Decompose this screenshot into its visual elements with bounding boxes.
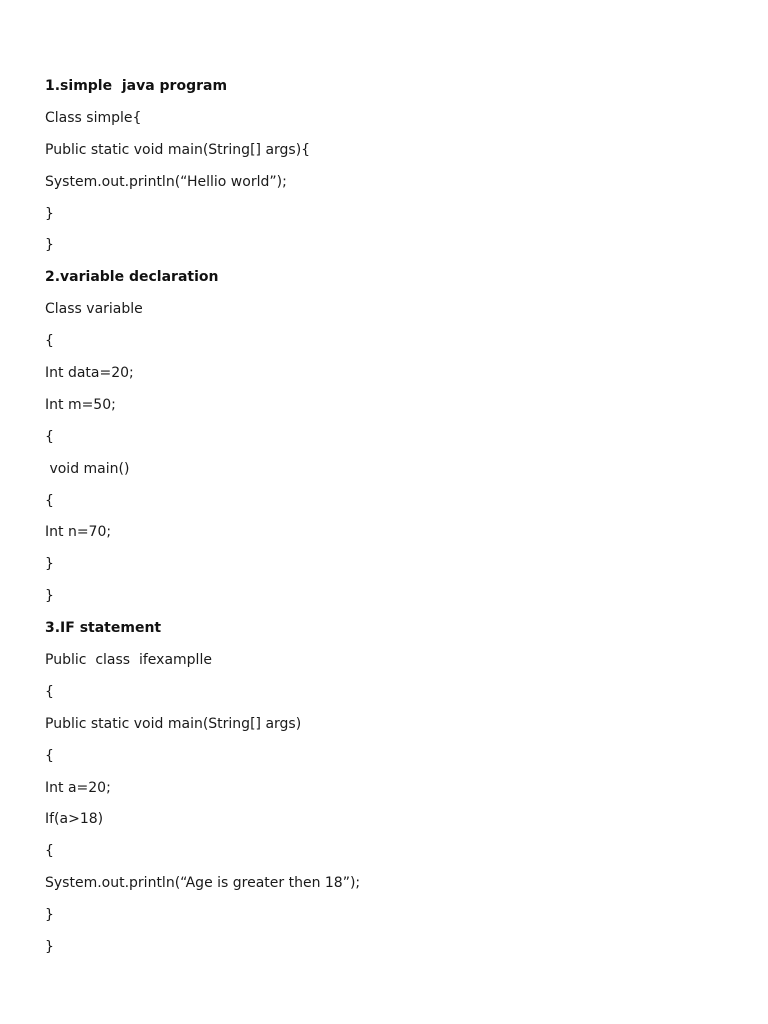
code-line: Class simple{: [45, 109, 142, 126]
code-line: Int data=20;: [45, 365, 134, 382]
code-line: {: [45, 333, 54, 350]
code-line: Public class ifexamplle: [45, 652, 212, 669]
section-heading-variable-declaration: 2.variable declaration: [45, 269, 219, 286]
section-heading-if-statement: 3.IF statement: [45, 620, 162, 637]
code-line: {: [45, 843, 54, 860]
code-line: If(a>18): [45, 811, 104, 828]
document-content: [45, 76, 735, 969]
code-line: Class variable: [45, 301, 143, 318]
code-line: Public static void main(String[] args){: [45, 141, 311, 158]
code-line: Int m=50;: [45, 396, 116, 413]
code-line: void main(): [45, 460, 130, 477]
code-line: {: [45, 428, 54, 445]
code-line: System.out.println(“Age is greater then 18”);: [45, 875, 361, 892]
code-line: }: [45, 907, 54, 924]
code-line: }: [45, 205, 54, 222]
code-line: }: [45, 939, 54, 956]
code-line: {: [45, 683, 54, 700]
code-line: Public static void main(String[] args): [45, 715, 302, 732]
code-line: }: [45, 588, 54, 605]
code-line: {: [45, 492, 54, 509]
code-line: }: [45, 556, 54, 573]
code-line: }: [45, 237, 54, 254]
code-line: Int n=70;: [45, 524, 112, 541]
code-line: Int a=20;: [45, 779, 111, 796]
code-line: System.out.println(“Hellio world”);: [45, 173, 287, 190]
code-line: {: [45, 747, 54, 764]
section-heading-simple-java-program: 1.simple java program: [45, 78, 228, 94]
